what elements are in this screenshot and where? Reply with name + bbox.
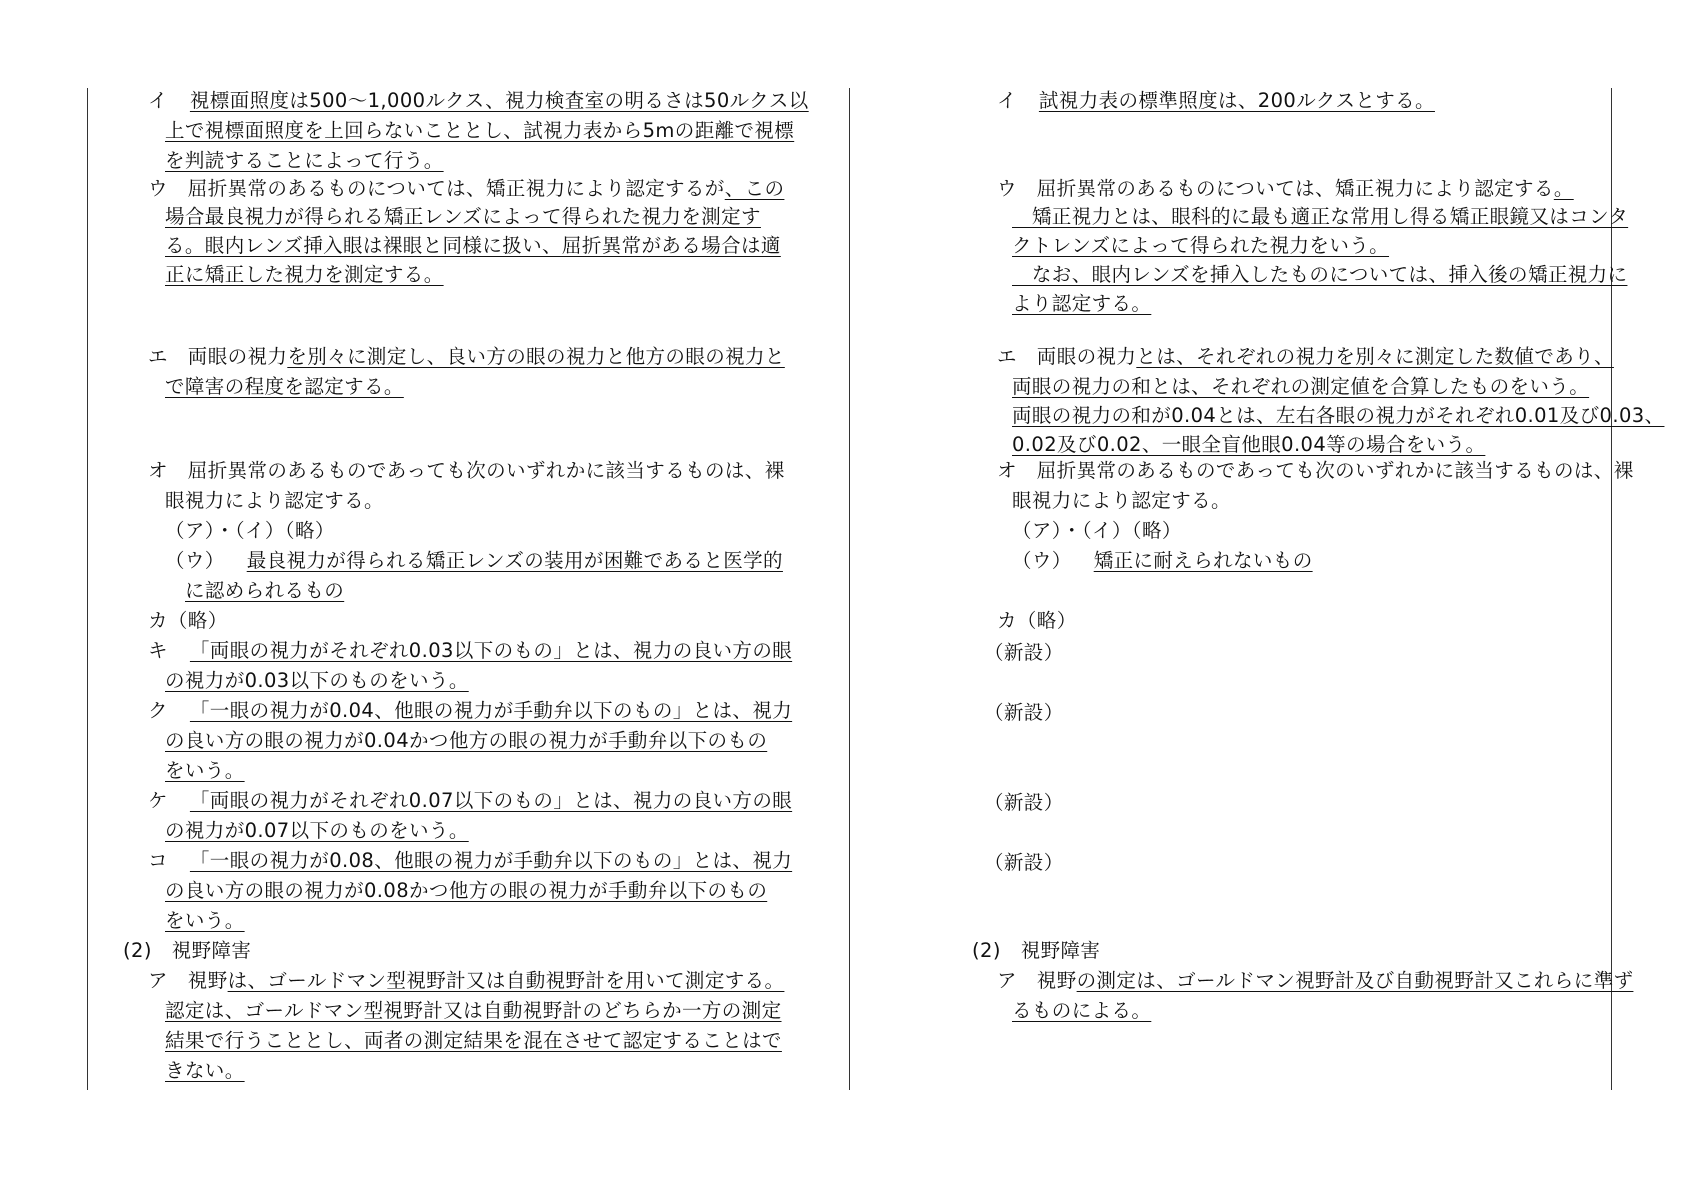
- right-line: [997, 458, 1634, 486]
- right-line: [997, 344, 1614, 372]
- amended-text: 認定は、ゴールドマン型視野計又は自動視野計のどちらか一方の測定: [165, 999, 782, 1022]
- amended-text: 上で視標面照度を上回らないこととし、試視力表から5mの距離で視標: [165, 119, 795, 142]
- left-line: [165, 148, 444, 176]
- right-line: [1012, 432, 1485, 460]
- amended-text: より認定する。: [1012, 292, 1152, 315]
- plain-text: ア 視野: [997, 969, 1077, 992]
- plain-text: カ（略）: [148, 609, 228, 632]
- left-line: [185, 578, 344, 606]
- amended-text: 最良視力が得られる矯正レンズの装用が困難であると医学的: [246, 549, 783, 572]
- plain-text: オ 屈折異常のあるものであっても次のいずれかに該当するものは、裸: [148, 459, 785, 482]
- right-line: [984, 790, 1064, 818]
- plain-text: 眼視力により認定する。: [1012, 489, 1231, 512]
- column-divider-middle: [849, 88, 850, 1090]
- left-line: [148, 344, 785, 372]
- amended-text: 「両眼の視力がそれぞれ0.03以下のもの」とは、視力の良い方の眼: [189, 639, 793, 662]
- amended-text: に認められるもの: [185, 579, 345, 602]
- column-divider-right: [1611, 88, 1612, 1090]
- amended-text: 両眼の視力の和とは、それぞれの測定値を合算したものをいう。: [1012, 375, 1590, 398]
- plain-text: ウ 屈折異常のあるものについては、矯正視力により認定する: [997, 177, 1554, 200]
- left-line: [165, 204, 761, 232]
- amended-text: クトレンズによって得られた視力をいう。: [1012, 234, 1390, 257]
- left-line: [148, 968, 784, 996]
- left-line: [165, 908, 245, 936]
- left-line: [165, 758, 245, 786]
- amended-text: の良い方の眼の視力が0.08かつ他方の眼の視力が手動弁以下のもの: [165, 879, 768, 902]
- amended-text: るものによる。: [1012, 999, 1152, 1022]
- plain-text: オ 屈折異常のあるものであっても次のいずれかに該当するものは、裸: [997, 459, 1634, 482]
- amended-text: の視力が0.07以下のものをいう。: [165, 819, 469, 842]
- amended-text: の視力が0.03以下のものをいう。: [165, 669, 469, 692]
- right-line: [997, 176, 1574, 204]
- amended-text: 矯正に耐えられないもの: [1093, 549, 1313, 572]
- amended-text: は、ゴールドマン型視野計又は自動視野計を用いて測定する。: [227, 969, 785, 992]
- amended-text: きない。: [165, 1059, 245, 1082]
- amended-text: 「両眼の視力がそれぞれ0.07以下のもの」とは、視力の良い方の眼: [189, 789, 793, 812]
- right-line: [1012, 204, 1628, 232]
- right-line: [984, 700, 1064, 728]
- left-line: [165, 118, 794, 146]
- plain-text: ア 視野: [148, 969, 228, 992]
- left-line: [148, 848, 792, 876]
- left-line: [123, 938, 251, 966]
- plain-text: 眼視力により認定する。: [165, 489, 384, 512]
- amended-text: 正に矯正した視力を測定する。: [165, 263, 444, 286]
- amended-text: 「一眼の視力が0.04、他眼の視力が手動弁以下のもの」とは、視力: [189, 699, 793, 722]
- left-line: [165, 548, 783, 576]
- plain-text: コ: [148, 849, 168, 872]
- right-line: [1012, 374, 1589, 402]
- plain-text: エ 両眼の視力: [997, 345, 1137, 368]
- amended-text: を判読することによって行う。: [165, 149, 444, 172]
- plain-text: ウ 屈折異常のあるものについては、矯正視力により認定するが: [148, 177, 725, 200]
- right-line: [1012, 233, 1389, 261]
- plain-text: ケ: [148, 789, 168, 812]
- amended-text: なお、眼内レンズを挿入したものについては、挿入後の矯正視力に: [1012, 263, 1628, 286]
- amended-text: 。: [1553, 177, 1574, 200]
- plain-text: イ: [148, 89, 168, 112]
- amended-text: 0.02及び0.02、一眼全盲他眼0.04等の場合をいう。: [1012, 433, 1486, 456]
- left-line: [148, 698, 792, 726]
- right-line: [997, 608, 1077, 636]
- amended-text: 視標面照度は500～1,000ルクス、視力検査室の明るさは50ルクス以: [189, 89, 809, 112]
- plain-text: (2) 視野障害: [972, 939, 1101, 962]
- plain-text: （ウ）: [165, 549, 225, 572]
- left-line: [148, 176, 784, 204]
- plain-text: キ: [148, 639, 168, 662]
- right-line: [1012, 488, 1231, 516]
- plain-text: （新設）: [984, 641, 1064, 664]
- right-line: [1012, 548, 1313, 576]
- right-line: [1012, 262, 1627, 290]
- left-line: [165, 233, 781, 261]
- plain-text: (2) 視野障害: [123, 939, 252, 962]
- amended-text: 矯正視力とは、眼科的に最も適正な常用し得る矯正眼鏡又はコンタ: [1012, 205, 1629, 228]
- left-line: [165, 668, 469, 696]
- plain-text: （ア）・（イ）（略）: [165, 519, 335, 542]
- amended-text: をいう。: [165, 759, 245, 782]
- amended-text: 両眼の視力の和が0.04とは、左右各眼の視力がそれぞれ0.01及び0.03、: [1012, 404, 1665, 427]
- left-line: [148, 88, 809, 116]
- amended-text: とは、それぞれの視力を別々に測定した数値であり、: [1136, 345, 1614, 368]
- plain-text: カ（略）: [997, 609, 1077, 632]
- left-line: [165, 374, 404, 402]
- amended-text: る。眼内レンズ挿入眼は裸眼と同様に扱い、屈折異常がある場合は適: [165, 234, 781, 257]
- amended-text: 、この: [724, 177, 785, 200]
- right-line: [1012, 998, 1151, 1026]
- right-line: [997, 88, 1435, 116]
- amended-text: の測定は、ゴールドマン視野計及び自動視野計又これらに準ず: [1076, 969, 1634, 992]
- plain-text: （新設）: [984, 701, 1064, 724]
- amended-text: 「一眼の視力が0.08、他眼の視力が手動弁以下のもの」とは、視力: [189, 849, 793, 872]
- left-line: [148, 638, 792, 666]
- plain-text: （ウ）: [1012, 549, 1072, 572]
- right-line: [984, 850, 1064, 878]
- amended-text: を別々に測定し、良い方の眼の視力と他方の眼の視力と: [287, 345, 785, 368]
- left-line: [165, 818, 469, 846]
- left-line: [165, 488, 384, 516]
- amended-text: をいう。: [165, 909, 245, 932]
- plain-text: ク: [148, 699, 168, 722]
- left-line: [148, 608, 228, 636]
- left-line: [165, 1028, 782, 1056]
- left-line: [165, 262, 444, 290]
- left-line: [148, 788, 792, 816]
- amended-text: 試視力表の標準照度は、200ルクスとする。: [1038, 89, 1435, 112]
- left-line: [165, 728, 767, 756]
- right-line: [984, 640, 1064, 668]
- column-divider-left: [87, 88, 88, 1090]
- amended-text: 場合最良視力が得られる矯正レンズによって得られた視力を測定す: [165, 205, 761, 228]
- left-line: [148, 458, 785, 486]
- right-line: [1012, 518, 1182, 546]
- plain-text: イ: [997, 89, 1017, 112]
- amended-text: で障害の程度を認定する。: [165, 375, 404, 398]
- amended-text: の良い方の眼の視力が0.04かつ他方の眼の視力が手動弁以下のもの: [165, 729, 768, 752]
- right-line: [997, 968, 1633, 996]
- right-line: [972, 938, 1100, 966]
- right-line: [1012, 403, 1664, 431]
- left-line: [165, 1058, 245, 1086]
- plain-text: （新設）: [984, 791, 1064, 814]
- plain-text: （新設）: [984, 851, 1064, 874]
- plain-text: エ 両眼の視力: [148, 345, 288, 368]
- left-line: [165, 878, 767, 906]
- right-line: [1012, 291, 1151, 319]
- plain-text: （ア）・（イ）（略）: [1012, 519, 1182, 542]
- left-line: [165, 518, 335, 546]
- amended-text: 結果で行うこととし、両者の測定結果を混在させて認定することはで: [165, 1029, 782, 1052]
- left-line: [165, 998, 782, 1026]
